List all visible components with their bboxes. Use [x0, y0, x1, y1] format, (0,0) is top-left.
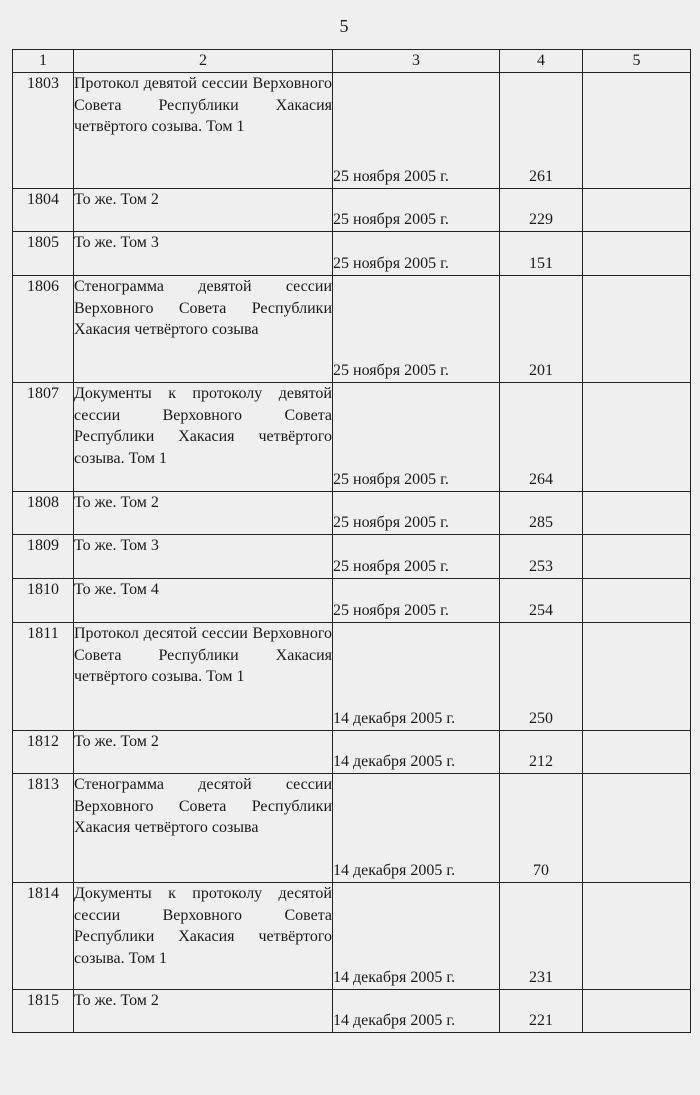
item-note: [583, 535, 691, 579]
item-note: [583, 883, 691, 990]
table-row: [13, 623, 691, 731]
item-number: 1814: [13, 883, 74, 990]
item-title: [74, 189, 333, 232]
item-title-text: Протокол девятой сессии Верховного Совета Республики Хакасия четвёртого созыва. Том 1: [74, 75, 332, 136]
item-sheet-count: 254: [500, 579, 583, 623]
item-number: 1808: [13, 492, 74, 535]
column-header-3: 3: [333, 50, 500, 73]
item-title: [74, 492, 333, 535]
item-sheet-count: 151: [500, 232, 583, 276]
item-title-text: То же. Том 4: [74, 581, 159, 598]
item-number: 1805: [13, 232, 74, 276]
item-note: [583, 579, 691, 623]
item-sheet-count: 229: [500, 189, 583, 232]
item-title: [74, 383, 333, 492]
item-date: 25 ноября 2005 г.: [333, 579, 500, 623]
item-sheet-count: 212: [500, 731, 583, 774]
item-title: [74, 535, 333, 579]
item-title: [74, 73, 333, 189]
item-number: 1813: [13, 774, 74, 883]
item-number: 1806: [13, 276, 74, 383]
item-number: 1812: [13, 731, 74, 774]
item-note: [583, 492, 691, 535]
table-row: [13, 73, 691, 189]
item-sheet-count: 231: [500, 883, 583, 990]
item-date: 14 декабря 2005 г.: [333, 990, 500, 1033]
column-header-4: 4: [500, 50, 583, 73]
inventory-table: [12, 49, 691, 1033]
item-sheet-count: 201: [500, 276, 583, 383]
table-row: [13, 189, 691, 232]
item-title-text: Документы к протоколу десятой сессии Верховного Совета Республики Хакасия четвёртого созыва. Том 1: [74, 885, 332, 967]
item-sheet-count: 285: [500, 492, 583, 535]
item-number: 1809: [13, 535, 74, 579]
table-row: [13, 492, 691, 535]
table-row: [13, 383, 691, 492]
column-header-2: 2: [74, 50, 333, 73]
item-date: 25 ноября 2005 г.: [333, 276, 500, 383]
item-date: 14 декабря 2005 г.: [333, 883, 500, 990]
table-row: [13, 232, 691, 276]
header-row: [13, 50, 691, 73]
item-note: [583, 73, 691, 189]
item-number: 1803: [13, 73, 74, 189]
item-date: 14 декабря 2005 г.: [333, 774, 500, 883]
item-title: [74, 990, 333, 1033]
item-date: 14 декабря 2005 г.: [333, 623, 500, 731]
table-row: [13, 774, 691, 883]
item-title-text: Документы к протоколу девятой сессии Верховного Совета Республики Хакасия четвёртого созыва. Том 1: [74, 385, 332, 467]
item-title-text: Протокол десятой сессии Верховного Совета Республики Хакасия четвёртого созыва. Том 1: [74, 625, 332, 686]
page-number: 5: [339, 16, 349, 36]
table-row: [13, 535, 691, 579]
item-note: [583, 990, 691, 1033]
item-date: 25 ноября 2005 г.: [333, 232, 500, 276]
item-note: [583, 189, 691, 232]
item-title-text: То же. Том 3: [74, 537, 159, 554]
item-title-text: То же. Том 2: [74, 494, 159, 511]
item-date: 25 ноября 2005 г.: [333, 492, 500, 535]
table-row: [13, 276, 691, 383]
item-sheet-count: 264: [500, 383, 583, 492]
table-row: [13, 883, 691, 990]
item-number: 1811: [13, 623, 74, 731]
item-title: [74, 623, 333, 731]
item-title-text: То же. Том 2: [74, 992, 159, 1009]
item-title: [74, 883, 333, 990]
table-body: [13, 73, 691, 1033]
column-header-1: 1: [13, 50, 74, 73]
item-sheet-count: 261: [500, 73, 583, 189]
item-number: 1807: [13, 383, 74, 492]
item-note: [583, 731, 691, 774]
item-date: 25 ноября 2005 г.: [333, 189, 500, 232]
item-sheet-count: 70: [500, 774, 583, 883]
item-note: [583, 623, 691, 731]
item-date: 25 ноября 2005 г.: [333, 73, 500, 189]
item-title-text: То же. Том 2: [74, 191, 159, 208]
item-sheet-count: 253: [500, 535, 583, 579]
item-title: [74, 276, 333, 383]
item-number: 1810: [13, 579, 74, 623]
table-row: [13, 579, 691, 623]
item-title: [74, 579, 333, 623]
item-sheet-count: 221: [500, 990, 583, 1033]
item-title-text: Стенограмма девятой сессии Верховного Совета Республики Хакасия четвёртого созыва: [74, 278, 332, 339]
item-title: [74, 774, 333, 883]
column-header-5: 5: [583, 50, 691, 73]
item-title-text: То же. Том 2: [74, 733, 159, 750]
table-row: [13, 990, 691, 1033]
item-sheet-count: 250: [500, 623, 583, 731]
item-note: [583, 774, 691, 883]
table-header: [13, 50, 691, 73]
item-title-text: То же. Том 3: [74, 234, 159, 251]
item-date: 25 ноября 2005 г.: [333, 535, 500, 579]
item-number: 1815: [13, 990, 74, 1033]
item-title-text: Стенограмма десятой сессии Верховного Совета Республики Хакасия четвёртого созыва: [74, 776, 332, 837]
item-number: 1804: [13, 189, 74, 232]
item-date: 14 декабря 2005 г.: [333, 731, 500, 774]
item-date: 25 ноября 2005 г.: [333, 383, 500, 492]
item-note: [583, 383, 691, 492]
item-title: [74, 731, 333, 774]
item-title: [74, 232, 333, 276]
item-note: [583, 276, 691, 383]
table-row: [13, 731, 691, 774]
item-note: [583, 232, 691, 276]
